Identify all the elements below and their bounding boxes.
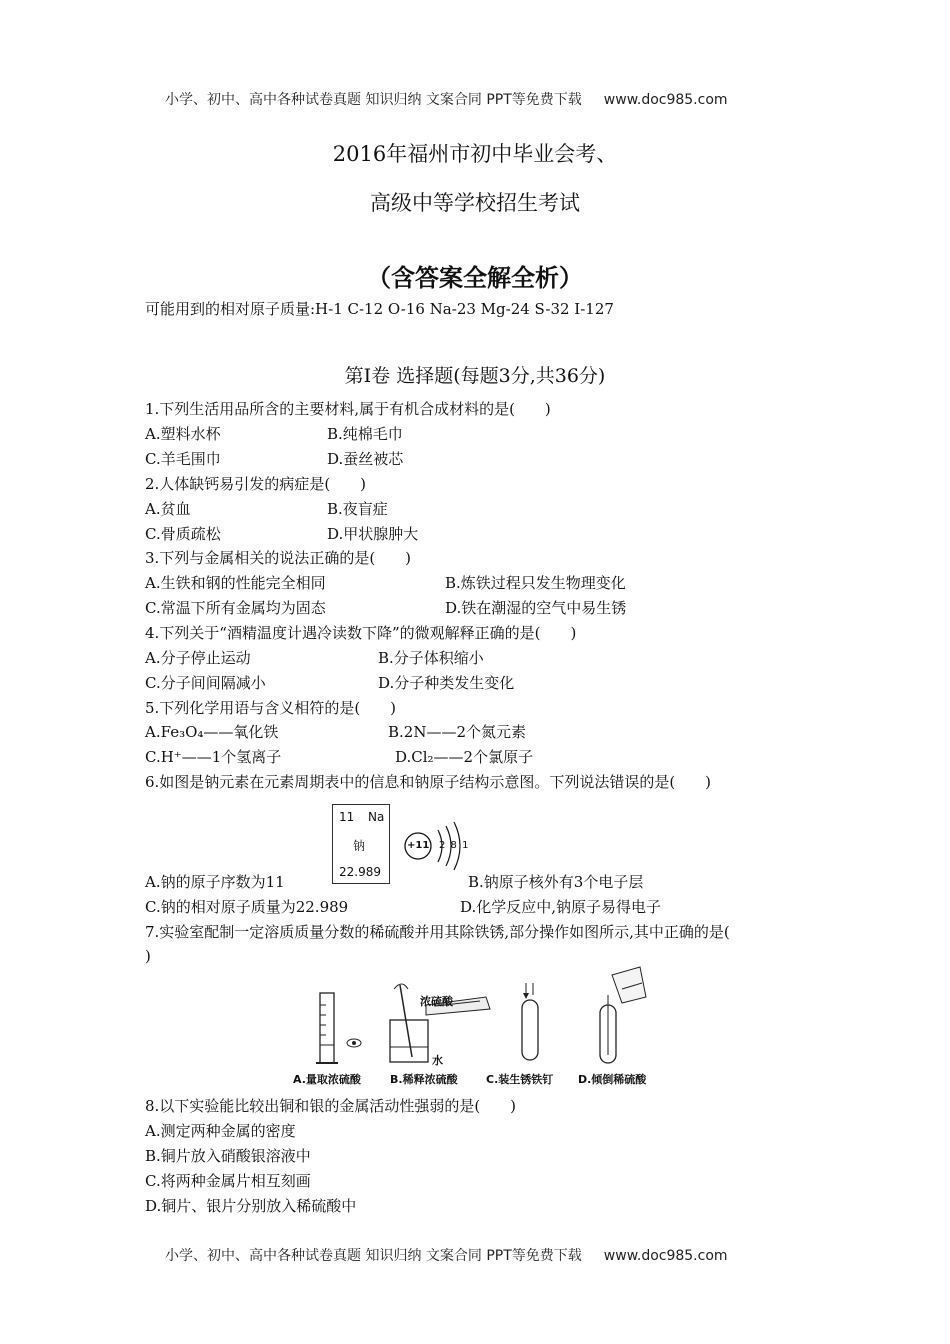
section-title: 第Ⅰ卷 选择题(每题3分,共36分) (344, 365, 606, 387)
figure-caption-d: D.倾倒稀硫酸 (578, 1073, 647, 1086)
q6-option-b: B.钠原子核外有3个电子层 (468, 873, 644, 891)
q1-option-b: B.纯棉毛巾 (327, 425, 403, 443)
q8-option-c: C.将两种金属片相互刻画 (145, 1172, 311, 1190)
q5-option-b: B.2N——2个氮元素 (388, 723, 527, 741)
test-tube-pouring (600, 967, 646, 1063)
q6-option-a: A.钠的原子序数为11 (145, 873, 285, 891)
question-6-stem: 6.如图是钠元素在元素周期表中的信息和钠原子结构示意图。下列说法错误的是( ) (145, 773, 712, 791)
relative-atomic-mass: 22.989 (339, 865, 381, 879)
test-tube-nail (522, 983, 538, 1060)
page-subtitle: （含答案全解全析） (367, 263, 583, 292)
page-title-line2: 高级中等学校招生考试 (370, 191, 580, 215)
question-8-stem: 8.以下实验能比较出铜和银的金属活动性强弱的是( ) (145, 1097, 517, 1115)
q1-option-a: A.塑料水杯 (145, 425, 221, 443)
page-title-line1: 2016年福州市初中毕业会考、 (332, 142, 618, 166)
q8-option-b: B.铜片放入硝酸银溶液中 (145, 1147, 311, 1165)
question-1-stem: 1.下列生活用品所含的主要材料,属于有机合成材料的是( ) (145, 400, 551, 418)
header-banner (165, 89, 728, 109)
q3-option-b: B.炼铁过程只发生物理变化 (445, 574, 626, 592)
atomic-number: 11 (339, 810, 355, 824)
question-7-stem-cont: ) (145, 947, 151, 965)
header-banner-text: 小学、初中、高中各种试卷真题 知识归纳 文案合同 PPT等免费下载 (165, 92, 582, 108)
question-5-stem: 5.下列化学用语与含义相符的是( ) (145, 699, 397, 717)
question-7-stem: 7.实验室配制一定溶质质量分数的稀硫酸并用其除铁锈,部分操作如图所示,其中正确的是( (145, 923, 730, 941)
q8-option-a: A.测定两种金属的密度 (145, 1122, 296, 1140)
atomic-masses: 可能用到的相对原子质量:H-1 C-12 O-16 Na-23 Mg-24 S-32 I-127 (145, 300, 614, 318)
figure-caption-b: B.稀释浓硫酸 (390, 1073, 458, 1086)
q6-option-c: C.钠的相对原子质量为22.989 (145, 898, 349, 916)
q6-option-d: D.化学反应中,钠原子易得电子 (460, 898, 662, 916)
q8-option-d: D.铜片、银片分别放入稀硫酸中 (145, 1197, 357, 1215)
figure-caption-a: A.量取浓硫酸 (293, 1073, 361, 1086)
question-3-stem: 3.下列与金属相关的说法正确的是( ) (145, 549, 412, 567)
q2-option-c: C.骨质疏松 (145, 525, 221, 543)
q4-option-b: B.分子体积缩小 (378, 649, 484, 667)
water-label: 水 (432, 1054, 443, 1067)
electron-shells: 2 8 1 (439, 840, 470, 851)
q4-option-c: C.分子间间隔减小 (145, 674, 266, 692)
header-site-link[interactable]: www.doc985.com (603, 92, 728, 108)
q3-option-d: D.铁在潮湿的空气中易生锈 (445, 599, 627, 617)
footer-banner-text: 小学、初中、高中各种试卷真题 知识归纳 文案合同 PPT等免费下载 (165, 1248, 582, 1264)
q3-option-c: C.常温下所有金属均为固态 (145, 599, 326, 617)
figure-caption-c: C.装生锈铁钉 (486, 1073, 554, 1086)
q3-option-a: A.生铁和钢的性能完全相同 (145, 574, 326, 592)
q4-option-a: A.分子停止运动 (145, 649, 251, 667)
element-symbol: Na (368, 810, 385, 824)
q1-option-d: D.蚕丝被芯 (327, 450, 404, 468)
nucleus-charge: +11 (407, 840, 430, 851)
q5-option-d: D.Cl₂——2个氯原子 (395, 748, 534, 766)
eye-icon (347, 1039, 361, 1047)
graduated-cylinder (316, 993, 338, 1063)
q5-option-c: C.H⁺——1个氢离子 (145, 748, 282, 766)
acid-label: 浓硫酸 (420, 995, 453, 1008)
sodium-element-tile (332, 804, 390, 884)
lab-operations-figure (290, 965, 670, 1065)
q2-option-d: D.甲状腺肿大 (327, 525, 419, 543)
footer-site-link[interactable]: www.doc985.com (603, 1248, 728, 1264)
q1-option-c: C.羊毛围巾 (145, 450, 221, 468)
footer-banner (165, 1245, 728, 1265)
element-name: 钠 (353, 839, 366, 853)
q2-option-a: A.贫血 (145, 500, 191, 518)
q2-option-b: B.夜盲症 (327, 500, 388, 518)
q4-option-d: D.分子种类发生变化 (378, 674, 515, 692)
question-4-stem: 4.下列关于“酒精温度计遇冷读数下降”的微观解释正确的是( ) (145, 624, 577, 642)
q5-option-a: A.Fe₃O₄——氧化铁 (145, 723, 279, 741)
question-2-stem: 2.人体缺钙易引发的病症是( ) (145, 475, 367, 493)
